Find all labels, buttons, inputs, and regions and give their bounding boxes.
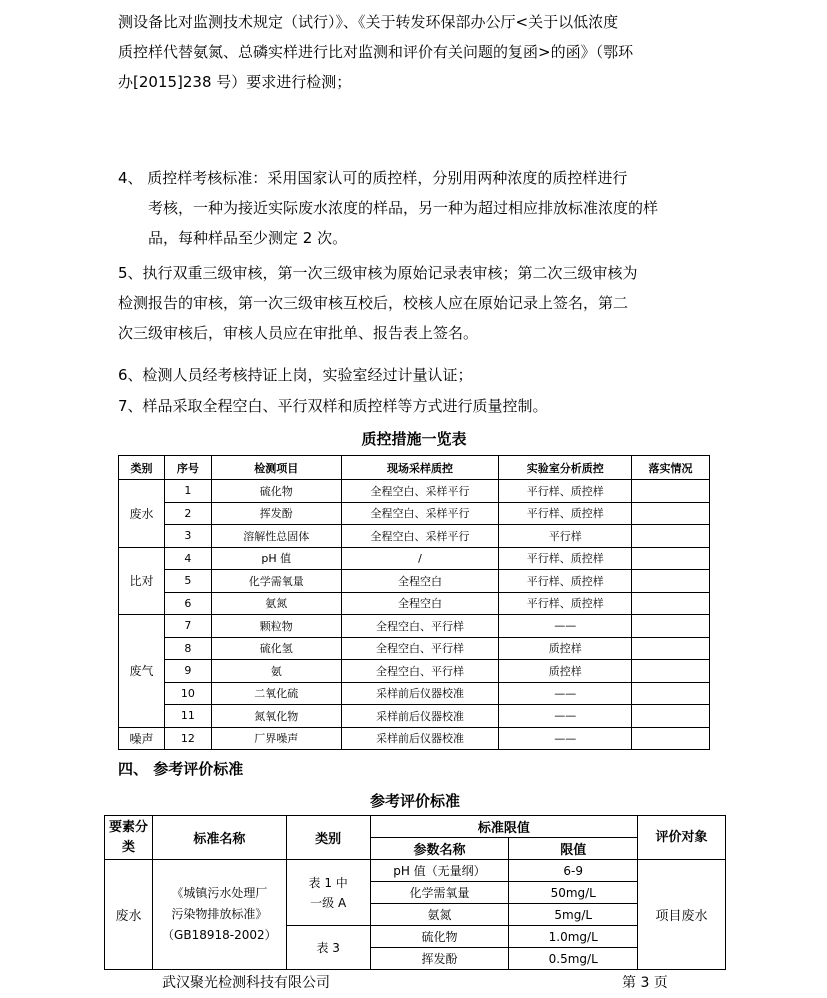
ref-header-limit-group: 标准限值: [370, 816, 638, 838]
qc-category-cell: 废水: [119, 480, 165, 548]
table-cell: 平行样、质控样: [499, 547, 632, 570]
table-row: [119, 705, 710, 728]
table-cell: /: [341, 547, 499, 570]
table-row: [119, 502, 710, 525]
table-cell: 硫化氢: [211, 637, 341, 660]
table-cell: [632, 570, 710, 593]
table-row: [119, 682, 710, 705]
item-line: 6、检测人员经考核持证上岗，实验室经过计量认证；: [118, 366, 473, 384]
table-cell: 6: [164, 592, 211, 615]
standard-name-line: 污染物排放标准》: [171, 907, 268, 921]
intro-paragraph: [118, 7, 718, 97]
item-line: 5、执行双重三级审核，第一次三级审核为原始记录表审核；第二次三级审核为: [118, 264, 638, 282]
table-cell: 挥发酚: [211, 502, 341, 525]
table-cell: 硫化物: [211, 480, 341, 503]
class-a-line: 一级 A: [310, 895, 347, 910]
item-line: 检测报告的审核，第一次三级审核互校后，校核人应在原始记录上签名，第二: [118, 294, 629, 312]
ref-header-target: 评价对象: [638, 816, 726, 860]
table-cell: 采样前后仪器校准: [341, 682, 499, 705]
qc-header-cell: 现场采样质控: [341, 456, 499, 480]
item-6: [118, 360, 718, 390]
table-cell: 质控样: [499, 637, 632, 660]
table-cell: 10: [164, 682, 211, 705]
table-cell: [632, 682, 710, 705]
table-cell: [632, 480, 710, 503]
table-cell: 7: [164, 615, 211, 638]
table-cell: 挥发酚: [370, 948, 509, 970]
table-cell: 化学需氧量: [370, 882, 509, 904]
item-line: 考核，一种为接近实际废水浓度的样品，另一种为超过相应排放标准浓度的样: [148, 199, 659, 217]
ref-header-standard-name: 标准名称: [152, 816, 286, 860]
footer-page-number: 第 3 页: [622, 975, 668, 991]
ref-header-category: 要素分类: [105, 816, 153, 860]
table-cell: 0.5mg/L: [509, 948, 638, 970]
table-cell: 3: [164, 525, 211, 548]
table-row: [119, 592, 710, 615]
table-row: [119, 547, 710, 570]
ref-header-class: 类别: [286, 816, 370, 860]
qc-category-cell: 比对: [119, 547, 165, 615]
table-cell: 氮氧化物: [211, 705, 341, 728]
table-cell: 全程空白: [341, 570, 499, 593]
ref-class-b-cell: 表 3: [286, 926, 370, 970]
qc-table-title: 质控措施一览表: [361, 430, 467, 448]
qc-header-cell: 类别: [119, 456, 165, 480]
item-line: 次三级审核后，审核人员应在审批单、报告表上签名。: [118, 324, 479, 342]
table-cell: [632, 525, 710, 548]
section-heading: 四、 参考评价标准: [118, 760, 244, 778]
qc-header-row: [119, 456, 710, 480]
table-cell: 平行样、质控样: [499, 592, 632, 615]
table-cell: 全程空白、平行样: [341, 615, 499, 638]
table-row: [119, 727, 710, 750]
qc-table: [118, 455, 710, 750]
table-cell: 硫化物: [370, 926, 509, 948]
table-cell: 全程空白、采样平行: [341, 502, 499, 525]
ref-header-limit: 限值: [509, 838, 638, 860]
table-cell: 12: [164, 727, 211, 750]
table-cell: 氨氮: [370, 904, 509, 926]
qc-header-cell: 实验室分析质控: [499, 456, 632, 480]
item-line: 4、 质控样考核标准：采用国家认可的质控样，分别用两种浓度的质控样进行: [118, 169, 628, 187]
table-cell: 采样前后仪器校准: [341, 705, 499, 728]
item-line: 7、样品采取全程空白、平行双样和质控样等方式进行质量控制。: [118, 397, 548, 415]
ref-category-cell: 废水: [105, 860, 153, 970]
table-cell: 6-9: [509, 860, 638, 882]
table-cell: 5: [164, 570, 211, 593]
table-cell: 质控样: [499, 660, 632, 683]
ref-table-title: 参考评价标准: [369, 792, 460, 810]
table-cell: [632, 502, 710, 525]
table-cell: [632, 592, 710, 615]
table-cell: 5mg/L: [509, 904, 638, 926]
table-cell: ——: [499, 615, 632, 638]
item-4: [118, 163, 718, 253]
table-row: [119, 525, 710, 548]
table-cell: ——: [499, 727, 632, 750]
standard-name-line: （GB18918-2002）: [162, 928, 277, 942]
qc-header-cell: 检测项目: [211, 456, 341, 480]
table-cell: 50mg/L: [509, 882, 638, 904]
table-cell: 化学需氧量: [211, 570, 341, 593]
table-row: [119, 615, 710, 638]
class-a-line: 表 1 中: [308, 875, 348, 890]
ref-target-cell: 项目废水: [638, 860, 726, 970]
table-cell: 11: [164, 705, 211, 728]
ref-header-param: 参数名称: [370, 838, 509, 860]
table-cell: pH 值（无量纲）: [370, 860, 509, 882]
table-cell: [632, 660, 710, 683]
item-line: 品，每种样品至少测定 2 次。: [148, 229, 348, 247]
table-cell: [632, 637, 710, 660]
table-row: [119, 570, 710, 593]
table-cell: 1.0mg/L: [509, 926, 638, 948]
intro-line: 办[2015]238 号）要求进行检测；: [118, 73, 352, 91]
qc-category-cell: 噪声: [119, 727, 165, 750]
table-cell: 平行样、质控样: [499, 570, 632, 593]
table-cell: 颗粒物: [211, 615, 341, 638]
standard-name-line: 《城镇污水处理厂: [171, 886, 268, 900]
table-cell: 平行样: [499, 525, 632, 548]
table-cell: 全程空白: [341, 592, 499, 615]
table-cell: 1: [164, 480, 211, 503]
table-cell: 2: [164, 502, 211, 525]
qc-header-cell: 落实情况: [632, 456, 710, 480]
table-cell: 9: [164, 660, 211, 683]
table-cell: ——: [499, 705, 632, 728]
table-cell: 氨: [211, 660, 341, 683]
table-cell: [632, 727, 710, 750]
table-cell: 厂界噪声: [211, 727, 341, 750]
qc-category-cell: 废气: [119, 615, 165, 728]
item-5: [118, 258, 718, 348]
table-row: [105, 860, 726, 882]
table-row: [119, 660, 710, 683]
table-cell: [632, 547, 710, 570]
table-cell: 氨氮: [211, 592, 341, 615]
table-cell: 8: [164, 637, 211, 660]
table-cell: 全程空白、采样平行: [341, 525, 499, 548]
ref-standard-name-cell: [152, 860, 286, 970]
item-7: [118, 391, 718, 421]
table-cell: [632, 705, 710, 728]
table-cell: [632, 615, 710, 638]
table-cell: pH 值: [211, 547, 341, 570]
table-cell: 全程空白、平行样: [341, 660, 499, 683]
table-cell: ——: [499, 682, 632, 705]
table-cell: 平行样、质控样: [499, 480, 632, 503]
ref-header-row: [105, 816, 726, 838]
table-row: [119, 637, 710, 660]
table-cell: 二氧化硫: [211, 682, 341, 705]
table-cell: 4: [164, 547, 211, 570]
footer-company: 武汉聚光检测科技有限公司: [162, 975, 330, 991]
intro-line: 质控样代替氨氮、总磷实样进行比对监测和评价有关问题的复函>的函》（鄂环: [118, 43, 634, 61]
table-cell: 全程空白、采样平行: [341, 480, 499, 503]
ref-table: [104, 815, 726, 970]
table-cell: 全程空白、平行样: [341, 637, 499, 660]
table-cell: 溶解性总固体: [211, 525, 341, 548]
table-cell: 采样前后仪器校准: [341, 727, 499, 750]
intro-line: 测设备比对监测技术规定（试行）》、《关于转发环保部办公厅<关于以低浓度: [118, 13, 619, 31]
table-cell: 平行样、质控样: [499, 502, 632, 525]
table-row: [119, 480, 710, 503]
qc-header-cell: 序号: [164, 456, 211, 480]
ref-class-a-cell: [286, 860, 370, 926]
